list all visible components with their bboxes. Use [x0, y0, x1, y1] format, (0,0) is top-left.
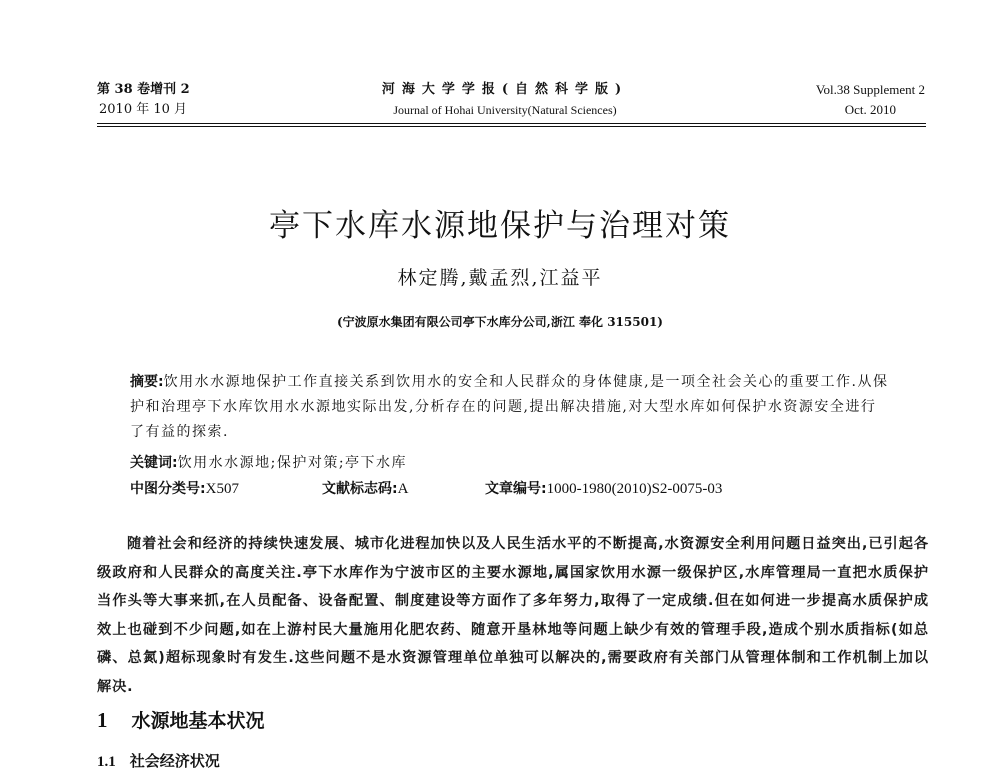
header-volume: 第 38 卷增刊 2 — [97, 82, 190, 97]
subsection-heading-1-1 — [97, 750, 220, 771]
header-volume-en: Vol.38 Supplement 2 — [815, 82, 925, 97]
article-no-value: 1000-1980(2010)S2-0075-03 — [546, 481, 723, 497]
subsection-title: 社会经济状况 — [129, 752, 220, 770]
section-number: 1 — [97, 708, 108, 732]
keywords — [130, 452, 407, 472]
header-date-en: Oct. 2010 — [844, 102, 897, 117]
document-code — [322, 478, 408, 498]
subsection-number: 1.1 — [97, 754, 116, 770]
article-number — [485, 478, 722, 498]
header-volume-info-en — [816, 80, 925, 120]
article-authors: 林定腾,戴孟烈,江益平 — [397, 267, 603, 289]
keywords-text: 饮用水水源地;保护对策;亭下水库 — [177, 455, 408, 471]
article-affiliation: (宁波原水集团有限公司亭下水库分公司,浙江 奉化 315501) — [337, 315, 663, 329]
section-title: 水源地基本状况 — [131, 710, 265, 732]
abstract-text: 饮用水水源地保护工作直接关系到饮用水的安全和人民群众的身体健康,是一项全社会关心的重要工作.从保护和治理亭下水库饮用水水源地实际出发,分析存在的问题,提出解决措施,对大型水库如何保护水资源安全进行了有益的探索. — [130, 374, 889, 440]
doc-code-label: 文献标志码: — [322, 481, 398, 497]
journal-name-en: Journal of Hohai University(Natural Sciences) — [393, 103, 617, 117]
section-heading-1 — [97, 706, 265, 733]
clc-label: 中图分类号: — [130, 481, 206, 497]
header-rule-top — [97, 123, 926, 124]
journal-name-cn: 河海大学学报(自然科学版) — [381, 82, 629, 97]
header-volume-info — [97, 80, 190, 120]
doc-code-value: A — [397, 481, 409, 497]
article-no-label: 文章编号: — [485, 481, 547, 497]
clc-number — [130, 478, 239, 498]
abstract — [130, 370, 890, 445]
header-date-cn: 2010 年 10 月 — [99, 102, 188, 117]
article-title: 亭下水库水源地保护与治理对策 — [269, 208, 731, 244]
clc-value: X507 — [205, 481, 239, 497]
intro-paragraph: 随着社会和经济的持续快速发展、城市化进程加快以及人民生活水平的不断提高,水资源安全利用问题日益突出,已引起各级政府和人民群众的高度关注.亭下水库作为宁波市区的主要水源地,属国家饮用水源一级保护区,水库管理局一直把水质保护当作头等大事来抓,在人员配备、设备配置、制度建设等方面作了多年努力,取得了一定成绩.但在如何进一步提高水质保护成效上也碰到不少问题,如在上游村民大量施用化肥农药、随意开垦林地等问题上缺少有效的管理手段,造成个别水质指标(如总磷、总氮)超标现象时有发生.这些问题不是水资源管理单位单独可以解决的,需要政府有关部门从管理体制和工作机制上加以解决. — [97, 536, 929, 695]
abstract-label: 摘要: — [130, 374, 164, 390]
header-rule-bottom — [97, 126, 926, 127]
header-journal — [345, 80, 665, 120]
keywords-label: 关键词: — [130, 455, 178, 471]
